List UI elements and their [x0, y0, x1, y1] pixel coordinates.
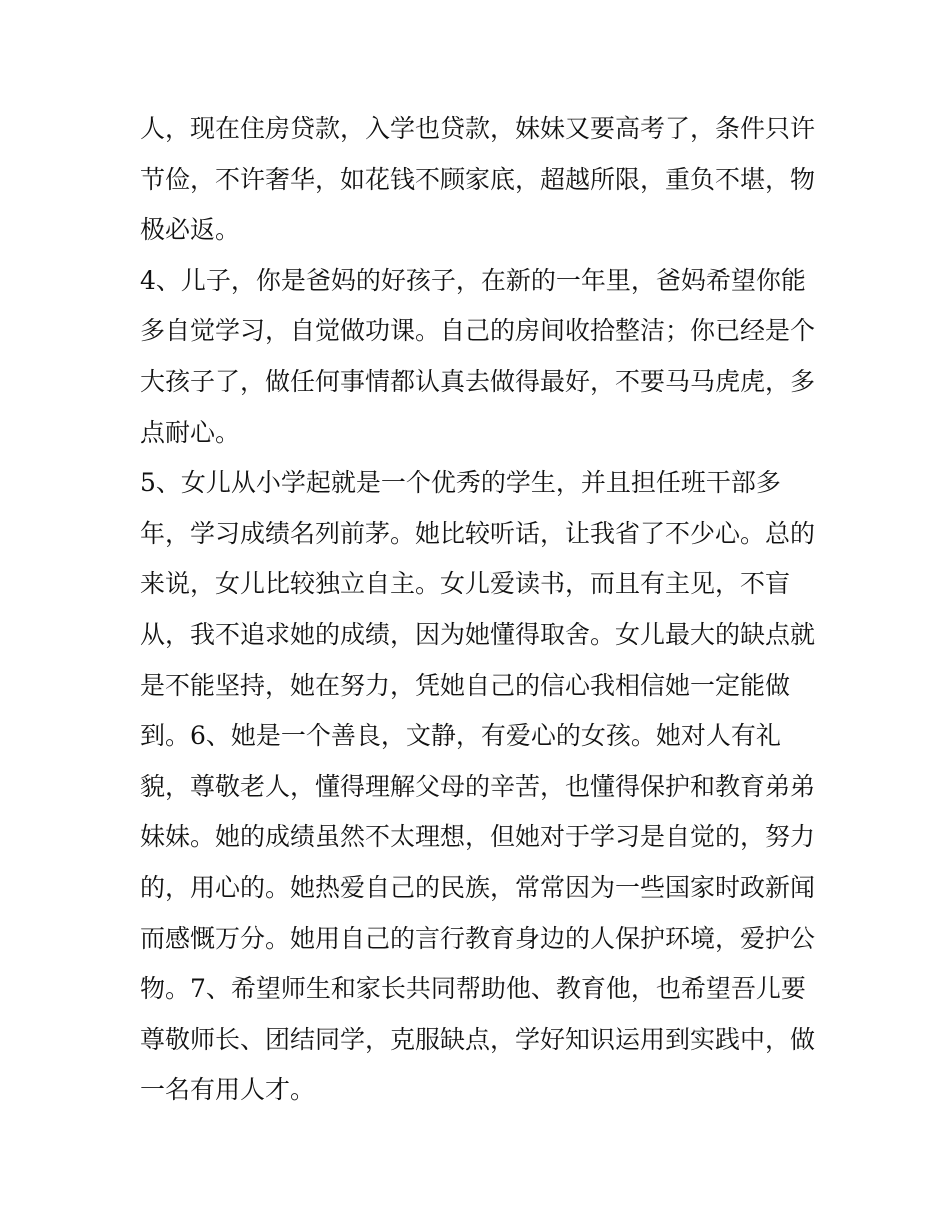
text-line: 貌，尊敬老人，懂得理解父母的辛苦，也懂得保护和教育弟弟: [140, 771, 816, 801]
text-line: 而感慨万分。她用自己的言行教育身边的人保护环境，爱护公: [140, 923, 816, 953]
text-line: 点耐心。: [140, 417, 241, 447]
text-line: 大孩子了，做任何事情都认真去做得最好，不要马马虎虎，多: [140, 366, 816, 396]
text-line: 一名有用人才。: [140, 1075, 316, 1105]
text-line: 的，用心的。她热爱自己的民族，常常因为一些国家时政新闻: [140, 872, 816, 902]
text-line: 尊敬师长、团结同学，克服缺点，学好知识运用到实践中，做: [140, 1024, 816, 1054]
text-line: 物。7、希望师生和家长共同帮助他、教育他，也希望吾儿要: [140, 974, 806, 1004]
text-line: 4、儿子，你是爸妈的好孩子，在新的一年里，爸妈希望你能: [140, 265, 806, 295]
text-line: 到。6、她是一个善良，文静，有爱心的女孩。她对人有礼: [140, 721, 781, 751]
text-line: 人，现在住房贷款，入学也贷款，妹妹又要高考了，条件只许: [140, 114, 816, 143]
body-text: [140, 104, 840, 1116]
text-line: 妹妹。她的成绩虽然不太理想，但她对于学习是自觉的，努力: [140, 822, 816, 852]
text-line: 来说，女儿比较独立自主。女儿爱读书，而且有主见，不盲: [140, 569, 791, 599]
text-line: 节俭，不许奢华，如花钱不顾家底，超越所限，重负不堪，物: [140, 164, 816, 194]
text-line: 从，我不追求她的成绩，因为她懂得取舍。女儿最大的缺点就: [140, 619, 816, 649]
text-line: 是不能坚持，她在努力，凭她自己的信心我相信她一定能做: [140, 670, 791, 700]
text-line: 5、女儿从小学起就是一个优秀的学生，并且担任班干部多: [140, 468, 781, 498]
text-line: 多自觉学习，自觉做功课。自己的房间收拾整洁；你已经是个: [140, 316, 816, 346]
text-line: 极必返。: [140, 215, 241, 245]
text-line: 年，学习成绩名列前茅。她比较听话，让我省了不少心。总的: [140, 518, 816, 548]
